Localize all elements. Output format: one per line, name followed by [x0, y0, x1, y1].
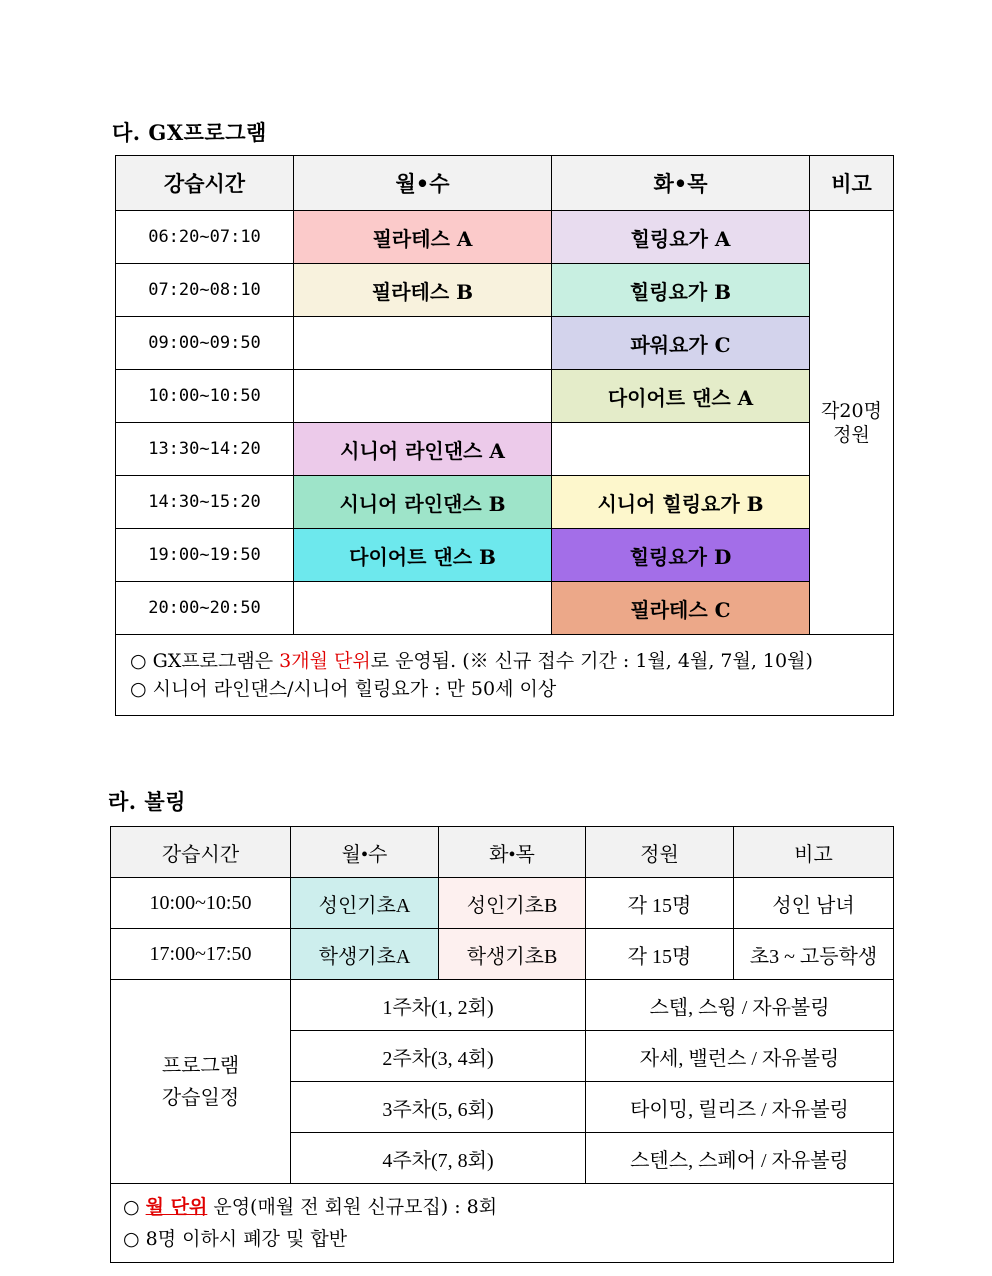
gx-time-cell: 07:20~08:10	[116, 264, 294, 317]
bowling-note-line-2: ○ 8명 이하시 폐강 및 합반	[123, 1228, 348, 1250]
bowling-notes-row	[111, 1184, 894, 1263]
gx-note-1-prefix: ○ GX프로그램은	[130, 650, 280, 672]
gx-header-tue-thu: 화•목	[552, 156, 810, 211]
bowling-time-cell: 10:00~10:50	[111, 878, 291, 929]
bowling-class-cell: 학생기초B	[439, 929, 586, 980]
gx-class-cell-empty	[552, 423, 810, 476]
gx-notes-row	[116, 635, 894, 716]
bowling-header-row	[111, 827, 894, 878]
table-row	[116, 582, 894, 635]
gx-time-cell: 13:30~14:20	[116, 423, 294, 476]
gx-time-cell: 10:00~10:50	[116, 370, 294, 423]
gx-class-cell: 시니어 힐링요가 B	[552, 476, 810, 529]
bowling-week-cell: 1주차(1, 2회)	[291, 980, 586, 1031]
table-row	[116, 370, 894, 423]
gx-note-1-highlight: 3개월 단위	[279, 650, 371, 672]
bowling-schedule-table	[110, 826, 894, 1263]
gx-class-cell: 파워요가 C	[552, 317, 810, 370]
table-row	[116, 529, 894, 582]
gx-capacity-line2: 정원	[833, 423, 870, 446]
table-row	[116, 317, 894, 370]
gx-header-row	[116, 156, 894, 211]
bowling-time-cell: 17:00~17:50	[111, 929, 291, 980]
gx-capacity-line1: 각20명	[821, 399, 882, 422]
bowling-content-cell: 스텝, 스윙 / 자유볼링	[586, 980, 894, 1031]
table-row	[116, 264, 894, 317]
table-row	[116, 476, 894, 529]
bowling-week-cell: 4주차(7, 8회)	[291, 1133, 586, 1184]
gx-time-cell: 20:00~20:50	[116, 582, 294, 635]
table-row	[111, 980, 894, 1031]
table-row	[111, 929, 894, 980]
gx-class-cell: 필라테스 A	[294, 211, 552, 264]
gx-class-cell-empty	[294, 317, 552, 370]
bowling-header-mon-wed: 월•수	[291, 827, 439, 878]
gx-capacity-cell	[810, 211, 894, 635]
bowling-capacity-cell: 각 15명	[586, 929, 734, 980]
bowling-note-1-suffix: 운영(매월 전 회원 신규모집) : 8회	[207, 1196, 498, 1218]
gx-class-cell-empty	[294, 370, 552, 423]
gx-class-cell: 힐링요가 D	[552, 529, 810, 582]
gx-class-cell: 다이어트 댄스 B	[294, 529, 552, 582]
bowling-content-cell: 스텐스, 스페어 / 자유볼링	[586, 1133, 894, 1184]
gx-class-cell: 시니어 라인댄스 A	[294, 423, 552, 476]
gx-class-cell: 힐링요가 A	[552, 211, 810, 264]
gx-time-cell: 14:30~15:20	[116, 476, 294, 529]
bowling-note-1-highlight: 월 단위	[145, 1196, 208, 1218]
gx-notes-cell	[116, 635, 894, 716]
bowling-content-cell: 자세, 밸런스 / 자유볼링	[586, 1031, 894, 1082]
gx-class-cell: 필라테스 C	[552, 582, 810, 635]
bowling-header-note: 비고	[734, 827, 894, 878]
bowling-note-cell: 성인 남녀	[734, 878, 894, 929]
bowling-content-cell: 타이밍, 릴리즈 / 자유볼링	[586, 1082, 894, 1133]
gx-section-title: 다. GX프로그램	[112, 120, 267, 145]
bowling-note-cell: 초3 ~ 고등학생	[734, 929, 894, 980]
gx-header-mon-wed: 월•수	[294, 156, 552, 211]
gx-class-cell-empty	[294, 582, 552, 635]
bowling-class-cell: 성인기초A	[291, 878, 439, 929]
bowling-header-time: 강습시간	[111, 827, 291, 878]
gx-header-time: 강습시간	[116, 156, 294, 211]
bowling-header-capacity: 정원	[586, 827, 734, 878]
gx-schedule-table	[115, 155, 894, 716]
gx-class-cell: 필라테스 B	[294, 264, 552, 317]
bowling-header-tue-thu: 화•목	[439, 827, 586, 878]
bowling-note-line-1	[123, 1191, 881, 1223]
table-row	[116, 211, 894, 264]
bowling-schedule-label	[111, 980, 291, 1184]
bowling-schedule-label-line1: 프로그램	[161, 1054, 240, 1077]
bowling-class-cell: 학생기초A	[291, 929, 439, 980]
gx-time-cell: 19:00~19:50	[116, 529, 294, 582]
gx-note-line-2: ○ 시니어 라인댄스/시니어 힐링요가 : 만 50세 이상	[130, 678, 557, 700]
gx-header-note: 비고	[810, 156, 894, 211]
bowling-week-cell: 2주차(3, 4회)	[291, 1031, 586, 1082]
table-row	[111, 878, 894, 929]
bowling-notes-cell	[111, 1184, 894, 1263]
bowling-week-cell: 3주차(5, 6회)	[291, 1082, 586, 1133]
gx-class-cell: 힐링요가 B	[552, 264, 810, 317]
gx-time-cell: 09:00~09:50	[116, 317, 294, 370]
bowling-class-cell: 성인기초B	[439, 878, 586, 929]
bowling-note-1-bullet: ○	[123, 1196, 146, 1218]
gx-class-cell: 시니어 라인댄스 B	[294, 476, 552, 529]
gx-note-1-suffix: 로 운영됨. (※ 신규 접수 기간 : 1월, 4월, 7월, 10월)	[370, 650, 813, 672]
table-row	[116, 423, 894, 476]
gx-time-cell: 06:20~07:10	[116, 211, 294, 264]
bowling-schedule-label-line2: 강습일정	[161, 1086, 240, 1109]
gx-note-line-1	[130, 647, 879, 675]
bowling-capacity-cell: 각 15명	[586, 878, 734, 929]
bowling-section-title: 라. 볼링	[108, 789, 186, 814]
gx-class-cell: 다이어트 댄스 A	[552, 370, 810, 423]
